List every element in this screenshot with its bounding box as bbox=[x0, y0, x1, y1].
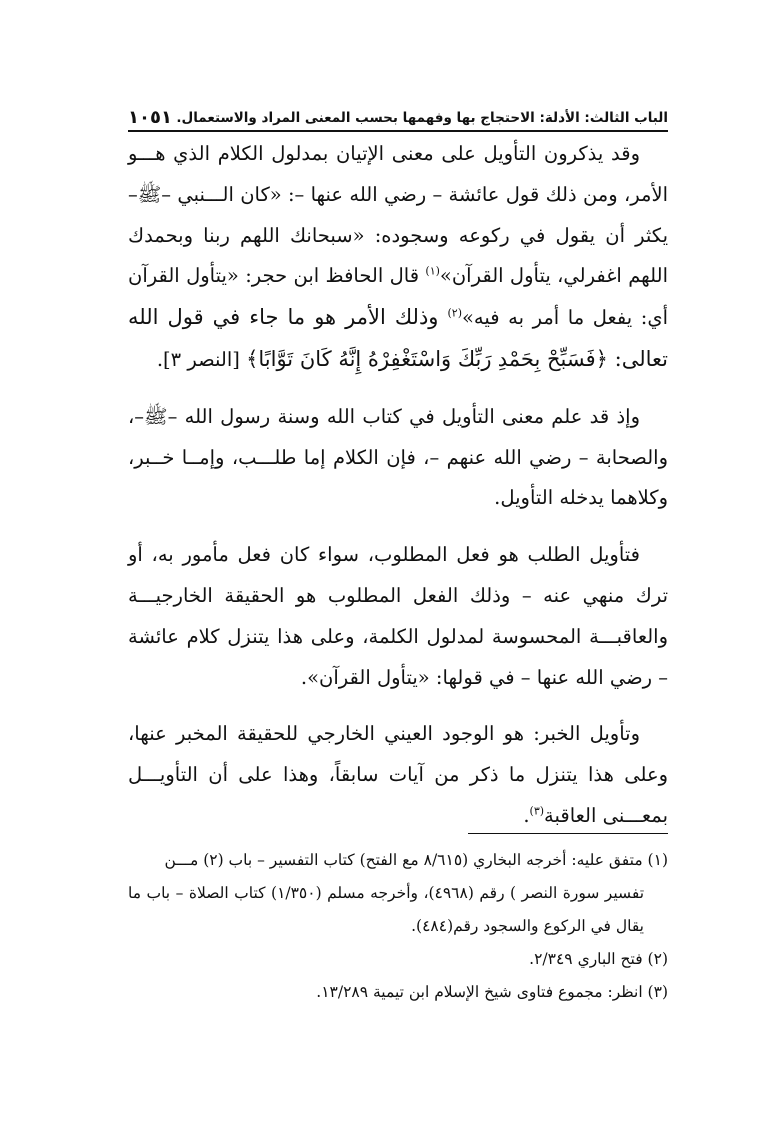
text-line: وقد يذكرون التأويل على معنى الإتيان بمدلول الكلام الذي هـــو bbox=[128, 142, 640, 165]
text-line: اغفرلي، يتأول القرآن» bbox=[439, 264, 622, 288]
text-line: العاقبة bbox=[544, 803, 597, 827]
paragraph-4 bbox=[128, 714, 668, 836]
text-line: ما أمر به فيه» bbox=[462, 306, 585, 330]
text-line: . bbox=[523, 803, 530, 827]
footnote-line: (١) متفق عليه: أخرجه البخاري (٨/٦١٥ مع الفتح) كتاب التفسير – باب (٢) مـــن bbox=[164, 851, 668, 869]
footnote-ref-3[interactable]: (٣) bbox=[529, 804, 545, 818]
running-title: الباب الثالث: الأدلة: الاحتجاج بها وفهمها بحسب المعنى المراد والاستعمال. bbox=[176, 110, 668, 126]
paragraph-1 bbox=[128, 134, 668, 381]
text-line: – في قولها: «يتأول القرآن». bbox=[300, 665, 531, 689]
footnote-line: باب ما يقال في الركوع والسجود رقم(٤٨٤). bbox=[128, 884, 644, 935]
footnote-1-continued bbox=[128, 877, 668, 943]
text-line: وكلاهما يدخله التأويل. bbox=[494, 486, 668, 510]
footnote-ref-1[interactable]: (١) bbox=[425, 264, 440, 278]
footnote-3 bbox=[128, 976, 668, 1009]
running-header bbox=[128, 96, 668, 132]
text-line: الأمر، ومن ذلك قول عائشة – رضي الله عنها –: «كان الـــنبي –ﷺ– bbox=[128, 182, 668, 206]
footnote-2 bbox=[128, 943, 668, 976]
main-text bbox=[128, 134, 668, 837]
paragraph-2 bbox=[128, 397, 668, 519]
text-line: وتأويل الخبر: هو الوجود العيني الخارجي للحقيقة المخبر عنها، bbox=[128, 722, 640, 746]
quran-verse-start: وذلك الأمر هو ما جاء في قول الله تعالى: ﴿فَسَبِّحْ بِحَمْدِ bbox=[128, 305, 668, 371]
footnote-separator bbox=[468, 833, 668, 834]
footnote-line: تفسير سورة النصر ) رقم (٤٩٦٨)، وأخرجه مسلم (١/٣٥٠) كتاب الصلاة – bbox=[175, 884, 645, 902]
text-line: وإذ قد علم معنى التأويل في كتاب الله وسنة رسول الله –ﷺ–، bbox=[128, 404, 640, 428]
text-line: المحسوسة لمدلول الكلمة، وعلى هذا يتنزل كلام عائشة – رضي الله عنها bbox=[128, 624, 668, 689]
verse-reference: [النصر ٣]. bbox=[156, 347, 247, 371]
text-line: ترك منهي عنه – وذلك الفعل المطلوب هو الحقيقة الخارجيـــة والعاقبـــة bbox=[128, 583, 669, 648]
paragraph-3 bbox=[128, 535, 668, 698]
text-line: فتأويل الطلب هو فعل المطلوب، سواء كان فعل مأمور به، أو bbox=[128, 543, 640, 567]
quran-verse-end: رَبِّكَ وَاسْتَغْفِرْهُ إِنَّهُ كَانَ تَوَّابًا﴾ bbox=[246, 346, 492, 371]
footnote-ref-2[interactable]: (٢) bbox=[447, 306, 462, 320]
footnotes bbox=[128, 844, 668, 1009]
footnote-line: (٢) فتح الباري ٢/٣٤٩. bbox=[529, 950, 668, 968]
footnote-1 bbox=[128, 844, 668, 877]
text-line: قال الحافظ ابن حجر: «يتأول القرآن أي: يفعل bbox=[128, 264, 669, 330]
footnote-line: (٣) انظر: مجموع فتاوى شيخ الإسلام ابن تيمية ١٣/٢٨٩. bbox=[316, 983, 668, 1001]
text-line: والصحابة – رضي الله عنهم –، فإن الكلام إما طلـــب، وإمــا خــبر، bbox=[128, 445, 668, 469]
text-line: يكثر أن يقول في ركوعه وسجوده: «سبحانك اللهم ربنا وبحمدك اللهم bbox=[128, 223, 668, 288]
text-line: وعلى هذا يتنزل ما ذكر من آيات سابقاً، وهذا على أن التأويـــل بمعـــنى bbox=[128, 763, 668, 827]
page-number: ١٠٥١ bbox=[128, 107, 172, 128]
